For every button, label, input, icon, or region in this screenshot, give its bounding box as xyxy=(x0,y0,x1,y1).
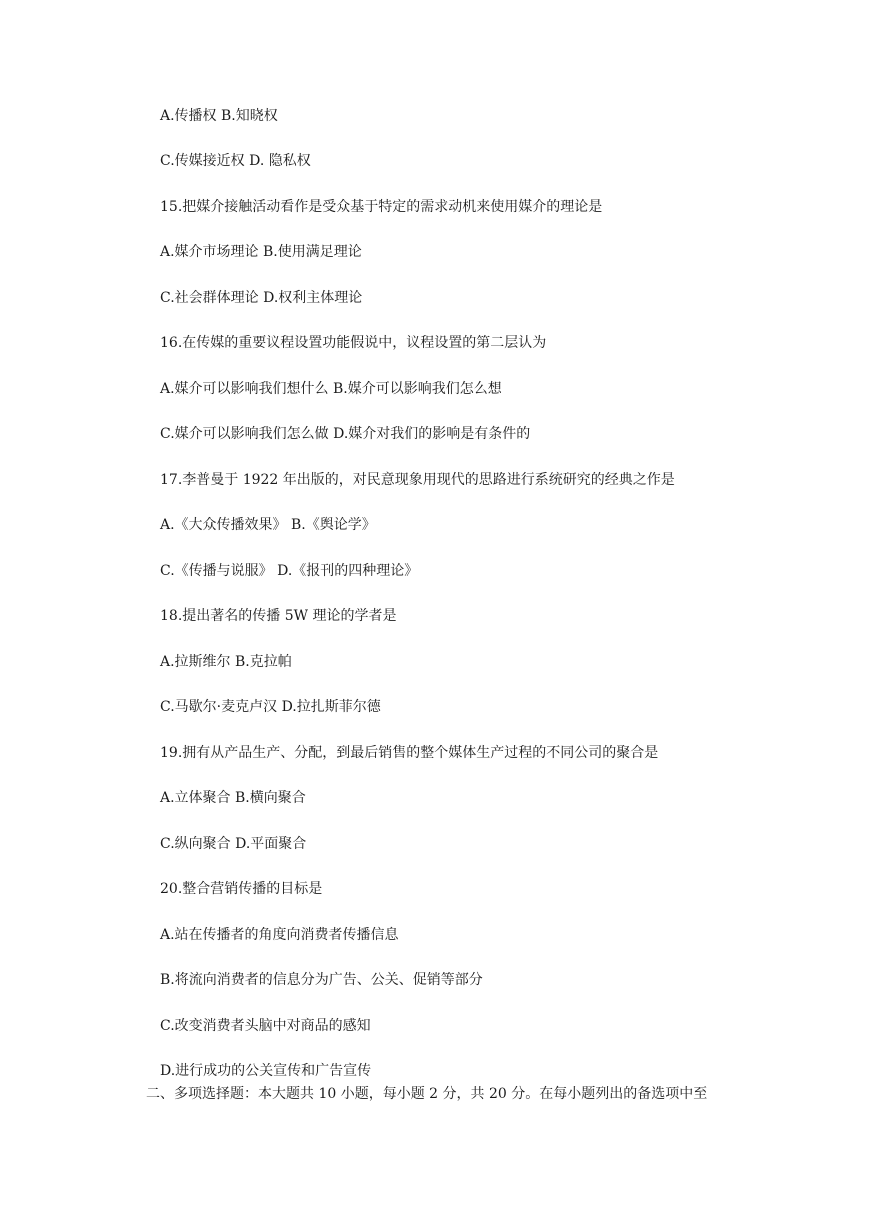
question-20: 20.整合营销传播的目标是 xyxy=(160,881,323,897)
q16-options-cd: C.媒介可以影响我们怎么做 D.媒介对我们的影响是有条件的 xyxy=(160,426,531,442)
section-heading-multiple-choice: 二、多项选择题：本大题共 10 小题，每小题 2 分，共 20 分。在每小题列出的备选项中至 xyxy=(146,1086,708,1102)
question-18: 18.提出著名的传播 5W 理论的学者是 xyxy=(160,608,397,624)
q15-options-cd: C.社会群体理论 D.权利主体理论 xyxy=(160,290,363,306)
question-19: 19.拥有从产品生产、分配，到最后销售的整个媒体生产过程的不同公司的聚合是 xyxy=(160,745,659,761)
question-16: 16.在传媒的重要议程设置功能假说中，议程设置的第二层认为 xyxy=(160,335,547,351)
q17-options-cd: C.《传播与说服》 D.《报刊的四种理论》 xyxy=(160,563,419,579)
q18-options-cd: C.马歇尔·麦克卢汉 D.拉扎斯菲尔德 xyxy=(160,699,381,715)
q18-options-ab: A.拉斯维尔 B.克拉帕 xyxy=(160,654,292,670)
q20-option-b: B.将流向消费者的信息分为广告、公关、促销等部分 xyxy=(160,972,483,988)
q17-options-ab: A.《大众传播效果》 B.《舆论学》 xyxy=(160,517,376,533)
q20-option-c: C.改变消费者头脑中对商品的感知 xyxy=(160,1018,371,1034)
q19-options-cd: C.纵向聚合 D.平面聚合 xyxy=(160,836,307,852)
q20-option-d: D.进行成功的公关宣传和广告宣传 xyxy=(160,1063,372,1079)
q15-options-ab: A.媒介市场理论 B.使用满足理论 xyxy=(160,244,362,260)
q14-options-ab: A.传播权 B.知晓权 xyxy=(160,108,278,124)
q19-options-ab: A.立体聚合 B.横向聚合 xyxy=(160,790,306,806)
q14-options-cd: C.传媒接近权 D. 隐私权 xyxy=(160,153,311,169)
q16-options-ab: A.媒介可以影响我们想什么 B.媒介可以影响我们怎么想 xyxy=(160,381,502,397)
q20-option-a: A.站在传播者的角度向消费者传播信息 xyxy=(160,927,399,943)
question-17: 17.李普曼于 1922 年出版的，对民意现象用现代的思路进行系统研究的经典之作是 xyxy=(160,472,675,488)
question-15: 15.把媒介接触活动看作是受众基于特定的需求动机来使用媒介的理论是 xyxy=(160,199,603,215)
